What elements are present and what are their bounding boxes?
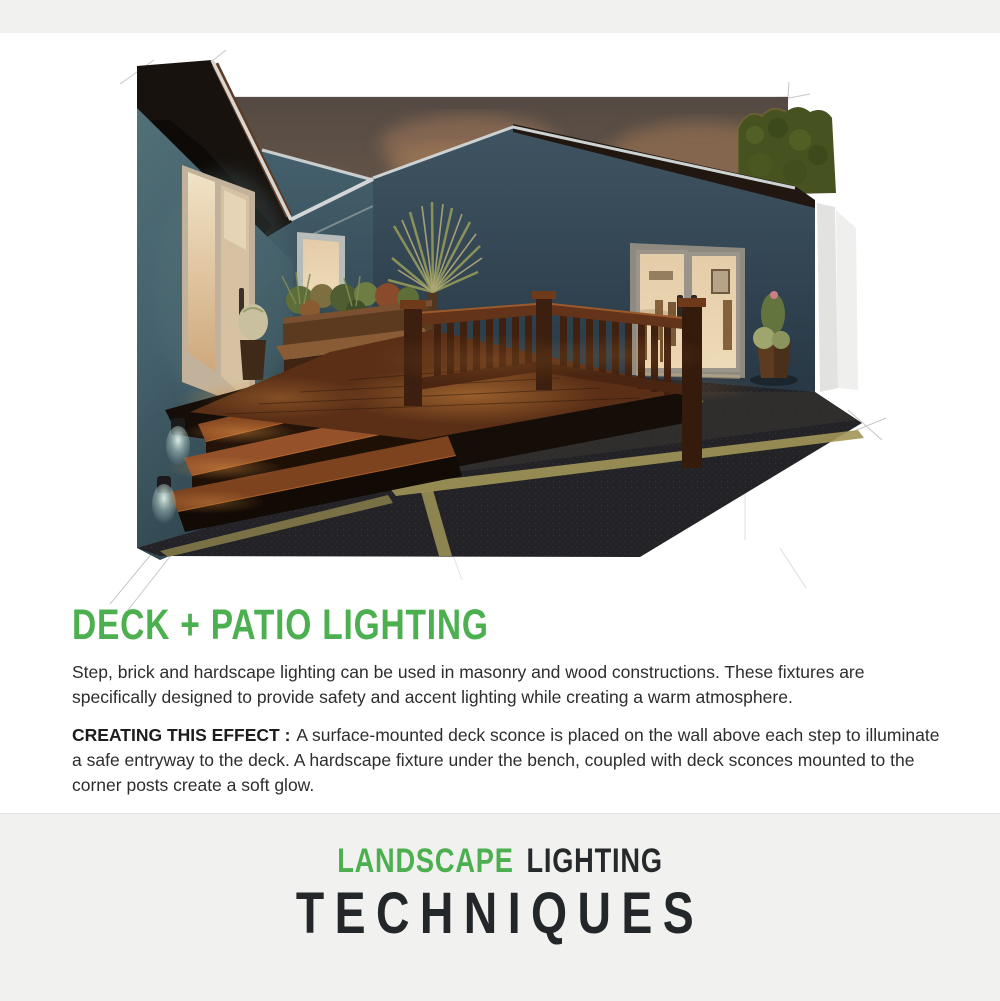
- article-section: [72, 601, 944, 811]
- wall-cut-panel: [817, 203, 858, 392]
- wall-shelf: [649, 271, 673, 280]
- door-cactus-pot: [238, 304, 268, 380]
- page-title: [72, 601, 944, 649]
- intro-paragraph: Step, brick and hardscape lighting can be used in masonry and wood constructions. These fixtures are specifically designed to provide safety and accent lighting while creating a warm atmosphere.: [72, 662, 865, 707]
- effect-text: A surface-mounted deck sconce is placed on the wall above each step to illuminate a safe entryway to the deck. A hardscape fixture under the bench, coupled with deck sconces mounted to the corner posts create a soft glow.: [72, 725, 940, 795]
- effect-paragraph: [72, 723, 944, 798]
- brand-lighting: LIGHTING: [526, 842, 663, 880]
- brand-landscape: LANDSCAPE: [337, 842, 514, 880]
- effect-label: CREATING THIS EFFECT :: [72, 725, 291, 745]
- brand-techniques: TECHNIQUES: [295, 881, 705, 947]
- brand-line: [100, 843, 900, 880]
- cactus-flower: [770, 291, 778, 299]
- page-title-text: DECK + PATIO LIGHTING: [72, 601, 489, 649]
- door-sidelight: [188, 172, 215, 372]
- picture-frame: [712, 270, 729, 293]
- footer-brand-band: [0, 813, 1000, 1001]
